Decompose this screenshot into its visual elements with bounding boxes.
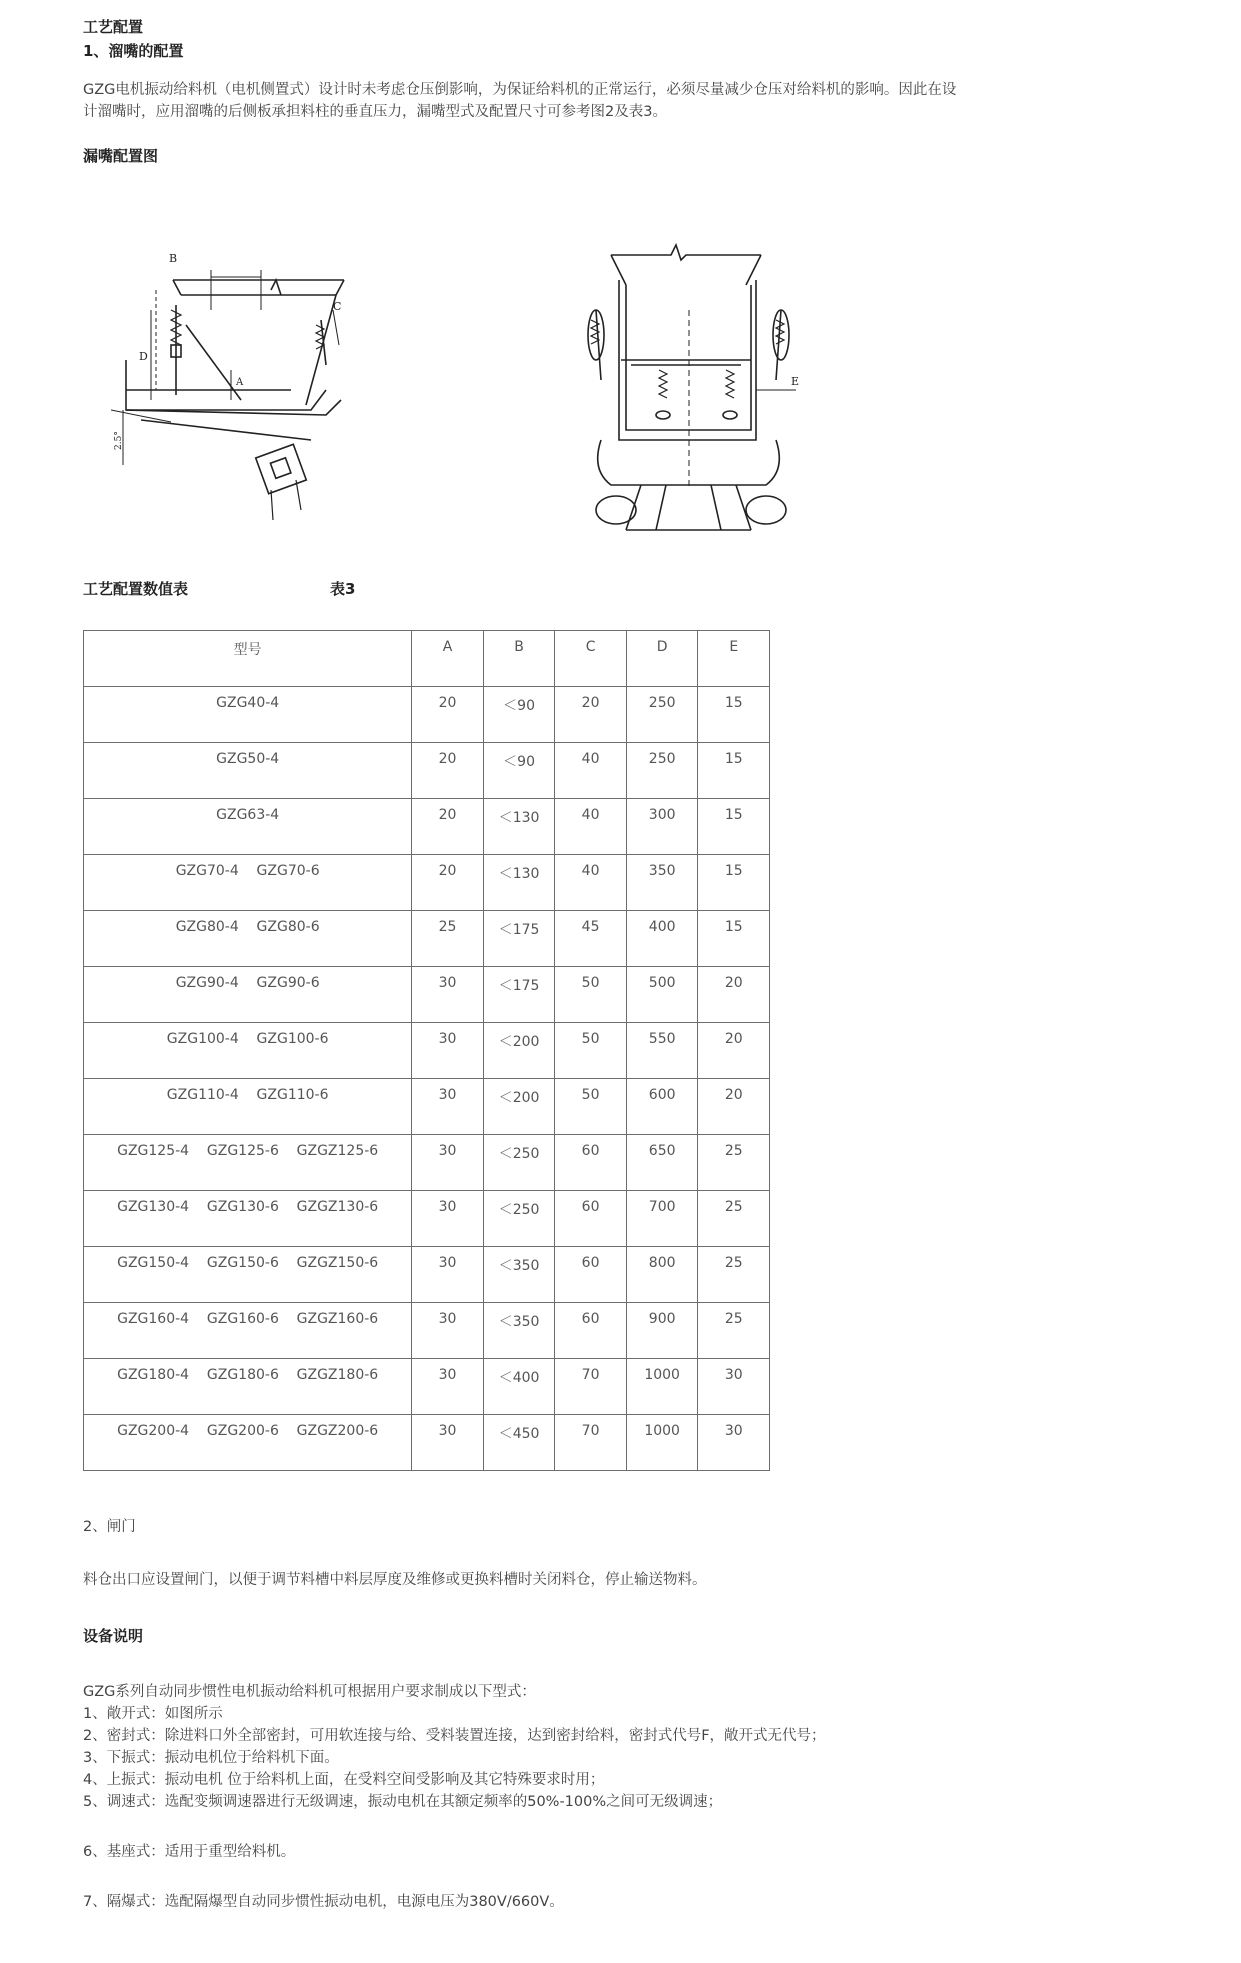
gate-paragraph: 料仓出口应设置闸门，以便于调节料槽中料层厚度及维修或更换料槽时关闭料仓，停止输送物料。	[83, 1572, 707, 1588]
equipment-list-item: 6、基座式：适用于重型给料机。	[83, 1844, 296, 1860]
equipment-heading: 设备说明	[83, 1627, 144, 1645]
table-cell-model: GZG50-4	[84, 743, 412, 799]
table-cell-value: ＜175	[483, 967, 555, 1023]
table-row	[84, 799, 770, 855]
table-cell-value: 400	[626, 911, 698, 967]
table-cell-model: GZG200-4 GZG200-6 GZGZ200-6	[84, 1415, 412, 1471]
table-cell-model: GZG125-4 GZG125-6 GZGZ125-6	[84, 1135, 412, 1191]
equipment-list-item: 7、隔爆式：选配隔爆型自动同步惯性振动电机，电源电压为380V/660V。	[83, 1894, 564, 1910]
diagram-label-angle: 2.5°	[114, 431, 124, 450]
section-heading-process: 工艺配置	[83, 18, 144, 36]
table-row	[84, 1135, 770, 1191]
diagram-label-D: D	[139, 350, 148, 363]
table-cell-value: 50	[555, 967, 626, 1023]
table-cell-value: 30	[412, 967, 483, 1023]
table-cell-value: ＜130	[483, 799, 555, 855]
table-cell-value: 300	[626, 799, 698, 855]
table-cell-value: ＜130	[483, 855, 555, 911]
table-cell-value: 25	[698, 1303, 770, 1359]
table-cell-value: 30	[412, 1079, 483, 1135]
table-cell-value: 30	[412, 1415, 483, 1471]
table-cell-model: GZG130-4 GZG130-6 GZGZ130-6	[84, 1191, 412, 1247]
table-number: 表3	[330, 580, 356, 598]
equipment-intro: GZG系列自动同步惯性电机振动给料机可根据用户要求制成以下型式：	[83, 1684, 536, 1700]
table-cell-value: 550	[626, 1023, 698, 1079]
table-cell-value: ＜350	[483, 1247, 555, 1303]
table-cell-value: 1000	[626, 1415, 698, 1471]
table-cell-value: ＜90	[483, 687, 555, 743]
table-cell-value: 20	[698, 1079, 770, 1135]
table-row	[84, 1079, 770, 1135]
table-cell-value: 20	[698, 967, 770, 1023]
table-cell-value: 250	[626, 687, 698, 743]
table-row	[84, 911, 770, 967]
table-cell-value: 30	[698, 1415, 770, 1471]
table-cell-value: 15	[698, 687, 770, 743]
table-cell-value: 30	[412, 1359, 483, 1415]
table-cell-value: 15	[698, 799, 770, 855]
table-cell-value: 800	[626, 1247, 698, 1303]
table-cell-model: GZG160-4 GZG160-6 GZGZ160-6	[84, 1303, 412, 1359]
table-cell-model: GZG100-4 GZG100-6	[84, 1023, 412, 1079]
table-header-cell: C	[555, 631, 626, 687]
table-header-cell: D	[626, 631, 698, 687]
table-header-cell: A	[412, 631, 483, 687]
chute-front-view-diagram	[581, 240, 861, 550]
equipment-list-item: 5、调速式：选配变频调速器进行无级调速，振动电机在其额定频率的50%-100%之间可无级调速；	[83, 1794, 723, 1810]
table-cell-value: 50	[555, 1023, 626, 1079]
intro-paragraph-line-2: 计溜嘴时，应用溜嘴的后侧板承担料柱的垂直压力，漏嘴型式及配置尺寸可参考图2及表3。	[83, 104, 667, 120]
table-row	[84, 1303, 770, 1359]
table-cell-value: 650	[626, 1135, 698, 1191]
table-cell-model: GZG110-4 GZG110-6	[84, 1079, 412, 1135]
table-header-cell: E	[698, 631, 770, 687]
table-cell-value: 70	[555, 1415, 626, 1471]
table-cell-model: GZG80-4 GZG80-6	[84, 911, 412, 967]
equipment-list-item: 3、下振式：振动电机位于给料机下面。	[83, 1750, 339, 1766]
table-row	[84, 1191, 770, 1247]
table-cell-value: 40	[555, 743, 626, 799]
diagram-label-B: B	[169, 252, 178, 265]
table-cell-value: ＜450	[483, 1415, 555, 1471]
diagram-label-C: C	[333, 300, 342, 313]
table-cell-value: 1000	[626, 1359, 698, 1415]
table-cell-value: ＜200	[483, 1079, 555, 1135]
table-cell-value: 30	[412, 1135, 483, 1191]
table-cell-value: 500	[626, 967, 698, 1023]
table-cell-value: ＜175	[483, 911, 555, 967]
table-cell-model: GZG180-4 GZG180-6 GZGZ180-6	[84, 1359, 412, 1415]
equipment-list-item: 2、密封式：除进料口外全部密封，可用软连接与给、受料装置连接，达到密封给料，密封式代号F，敞开式无代号；	[83, 1728, 826, 1744]
table-cell-value: 50	[555, 1079, 626, 1135]
table-cell-value: ＜400	[483, 1359, 555, 1415]
equipment-list-item: 4、上振式：振动电机 位于给料机上面，在受料空间受影响及其它特殊要求时用；	[83, 1772, 605, 1788]
table-cell-value: 20	[698, 1023, 770, 1079]
table-row	[84, 743, 770, 799]
table-row	[84, 855, 770, 911]
table-cell-value: 30	[698, 1359, 770, 1415]
table-cell-model: GZG150-4 GZG150-6 GZGZ150-6	[84, 1247, 412, 1303]
table-row	[84, 1023, 770, 1079]
table-cell-value: 250	[626, 743, 698, 799]
table-cell-value: 20	[412, 855, 483, 911]
table-cell-value: 15	[698, 743, 770, 799]
table-row	[84, 967, 770, 1023]
table-cell-value: 60	[555, 1303, 626, 1359]
table-cell-value: 60	[555, 1135, 626, 1191]
table-cell-value: 25	[698, 1135, 770, 1191]
table-cell-value: 20	[412, 743, 483, 799]
diagram-label-A: A	[236, 377, 244, 388]
chute-side-view-diagram	[111, 250, 451, 550]
table-cell-model: GZG63-4	[84, 799, 412, 855]
table-cell-value: 25	[698, 1247, 770, 1303]
subheading-chute: 1、溜嘴的配置	[83, 42, 184, 60]
table-row	[84, 1415, 770, 1471]
process-config-table	[83, 630, 770, 1471]
table-cell-value: 600	[626, 1079, 698, 1135]
table-row	[84, 1247, 770, 1303]
table-cell-value: 20	[412, 799, 483, 855]
gate-heading: 2、闸门	[83, 1519, 136, 1535]
table-cell-value: 700	[626, 1191, 698, 1247]
table-cell-value: ＜90	[483, 743, 555, 799]
table-cell-value: 60	[555, 1247, 626, 1303]
table-cell-value: 70	[555, 1359, 626, 1415]
table-cell-value: 25	[698, 1191, 770, 1247]
diagram-heading: 漏嘴配置图	[83, 147, 159, 165]
intro-paragraph-line-1: GZG电机振动给料机（电机侧置式）设计时未考虑仓压倒影响，为保证给料机的正常运行，必须尽量减少仓压对给料机的影响。因此在设	[83, 82, 957, 98]
table-cell-value: 30	[412, 1303, 483, 1359]
table-cell-value: 30	[412, 1191, 483, 1247]
table-cell-model: GZG70-4 GZG70-6	[84, 855, 412, 911]
table-cell-model: GZG90-4 GZG90-6	[84, 967, 412, 1023]
table-cell-value: 20	[555, 687, 626, 743]
table-cell-value: ＜200	[483, 1023, 555, 1079]
table-cell-value: 30	[412, 1247, 483, 1303]
table-cell-model: GZG40-4	[84, 687, 412, 743]
diagram-label-E: E	[791, 375, 800, 388]
table-row	[84, 1359, 770, 1415]
table-cell-value: 25	[412, 911, 483, 967]
table-cell-value: 20	[412, 687, 483, 743]
table-header-cell: 型号	[84, 631, 412, 687]
table-row	[84, 687, 770, 743]
table-cell-value: ＜250	[483, 1191, 555, 1247]
equipment-list-item: 1、敞开式：如图所示	[83, 1706, 223, 1722]
table-cell-value: 40	[555, 799, 626, 855]
table-cell-value: 15	[698, 855, 770, 911]
table-cell-value: 60	[555, 1191, 626, 1247]
table-cell-value: ＜250	[483, 1135, 555, 1191]
table-cell-value: 900	[626, 1303, 698, 1359]
table-cell-value: 350	[626, 855, 698, 911]
table-cell-value: 15	[698, 911, 770, 967]
table-cell-value: 30	[412, 1023, 483, 1079]
table-header-row	[84, 631, 770, 687]
table-header-cell: B	[483, 631, 555, 687]
table-cell-value: 45	[555, 911, 626, 967]
table-cell-value: 40	[555, 855, 626, 911]
table-title: 工艺配置数值表	[83, 580, 189, 598]
table-cell-value: ＜350	[483, 1303, 555, 1359]
